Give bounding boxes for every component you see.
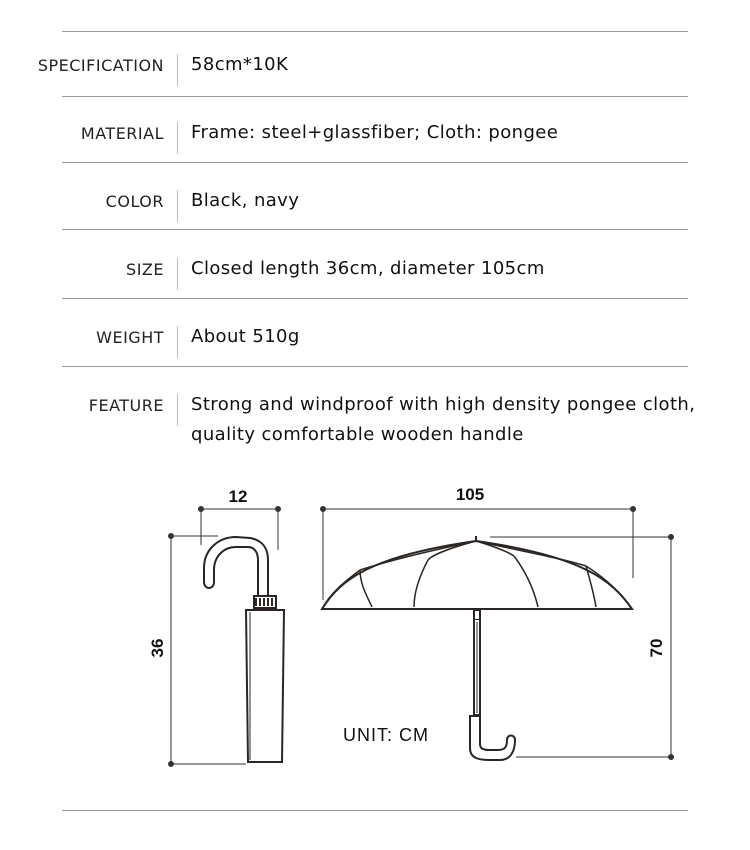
spec-value: Closed length 36cm, diameter 105cm <box>191 258 545 279</box>
spec-label: FEATURE <box>88 396 164 415</box>
open-height-label: 70 <box>647 638 666 658</box>
spec-label: SPECIFICATION <box>37 56 164 75</box>
spec-value: Strong and windproof with high density pongee cloth, quality comfortable wooden handle <box>191 394 696 445</box>
spec-value: Frame: steel+glassfiber; Cloth: pongee <box>191 122 559 143</box>
bottom-divider <box>62 810 688 811</box>
spec-label: WEIGHT <box>96 328 164 347</box>
open-diameter-label: 105 <box>455 485 485 504</box>
spec-label: COLOR <box>105 192 164 211</box>
spec-value: Black, navy <box>191 190 300 211</box>
spec-value: About 510g <box>191 326 300 347</box>
spec-label: MATERIAL <box>80 124 164 143</box>
closed-length-label: 36 <box>148 638 167 658</box>
spec-label: SIZE <box>126 260 164 279</box>
spec-value: 58cm*10K <box>191 54 289 75</box>
unit-label: UNIT: CM <box>343 725 429 745</box>
closed-umbrella-illustration <box>204 537 284 762</box>
closed-width-label: 12 <box>228 487 248 506</box>
